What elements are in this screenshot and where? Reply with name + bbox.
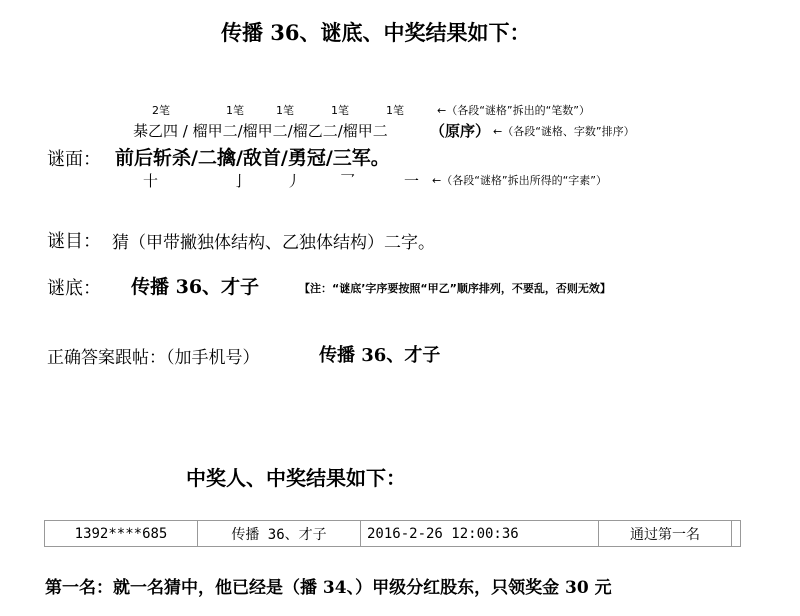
stroke-count-note: ←（各段“谜格”拆出的“笔数”） <box>437 104 591 117</box>
order-note: ←（各段“谜格、字数”排序） <box>493 125 635 138</box>
element-note: ←（各段“谜格”拆出所得的“字素”） <box>432 174 608 187</box>
element-glyph: 亅 <box>232 172 248 190</box>
result-cell: 通过第一名 <box>599 521 732 547</box>
stroke-count: 1笔 <box>331 104 349 117</box>
riddle-answer-note: 【注：“谜底’字序要按照“甲乙”顺序排列，不要乱，否则无效】 <box>299 282 611 295</box>
order-bold: （原序） <box>430 122 491 140</box>
phone-cell: 1392****685 <box>45 521 198 547</box>
riddle-target-text: 猜（甲带撇独体结构、乙独体结构）二字。 <box>112 233 435 253</box>
order-text: 棊乙四 / 榴甲二/榴甲二/榴乙二/榴甲二 <box>133 122 388 140</box>
empty-cell <box>732 521 741 547</box>
footer-text: 第一名：就一名猜中，他已经是（播 34、）甲级分红股东，只领奖金 30 元 <box>45 578 612 598</box>
stroke-count: 1笔 <box>386 104 404 117</box>
stroke-count: 2笔 <box>152 104 170 117</box>
table-row <box>45 521 741 547</box>
riddle-face-label: 谜面： <box>47 149 101 170</box>
time-cell: 2016-2-26 12:00:36 <box>361 521 599 547</box>
correct-answer-label: 正确答案跟帖：（加手机号） <box>47 348 260 368</box>
page-title: 传播 36、谜底、中奖结果如下： <box>221 20 531 45</box>
stroke-count: 1笔 <box>226 104 244 117</box>
riddle-answer-label: 谜底： <box>47 278 101 299</box>
results-table <box>44 520 741 547</box>
element-glyph: 丿 <box>286 172 302 190</box>
answer-cell: 传播 36、才子 <box>198 521 361 547</box>
riddle-face-text: 前后斩杀/二擒/敌首/勇冠/三军。 <box>115 147 390 169</box>
element-glyph: 乛 <box>340 172 356 190</box>
winners-title: 中奖人、中奖结果如下： <box>186 466 406 490</box>
element-glyph: 一 <box>404 172 420 190</box>
riddle-answer-text: 传播 36、才子 <box>131 276 260 298</box>
stroke-count: 1笔 <box>276 104 294 117</box>
correct-answer-text: 传播 36、才子 <box>319 345 441 366</box>
element-glyph: 十 <box>143 172 159 190</box>
riddle-target-label: 谜目： <box>47 231 101 252</box>
